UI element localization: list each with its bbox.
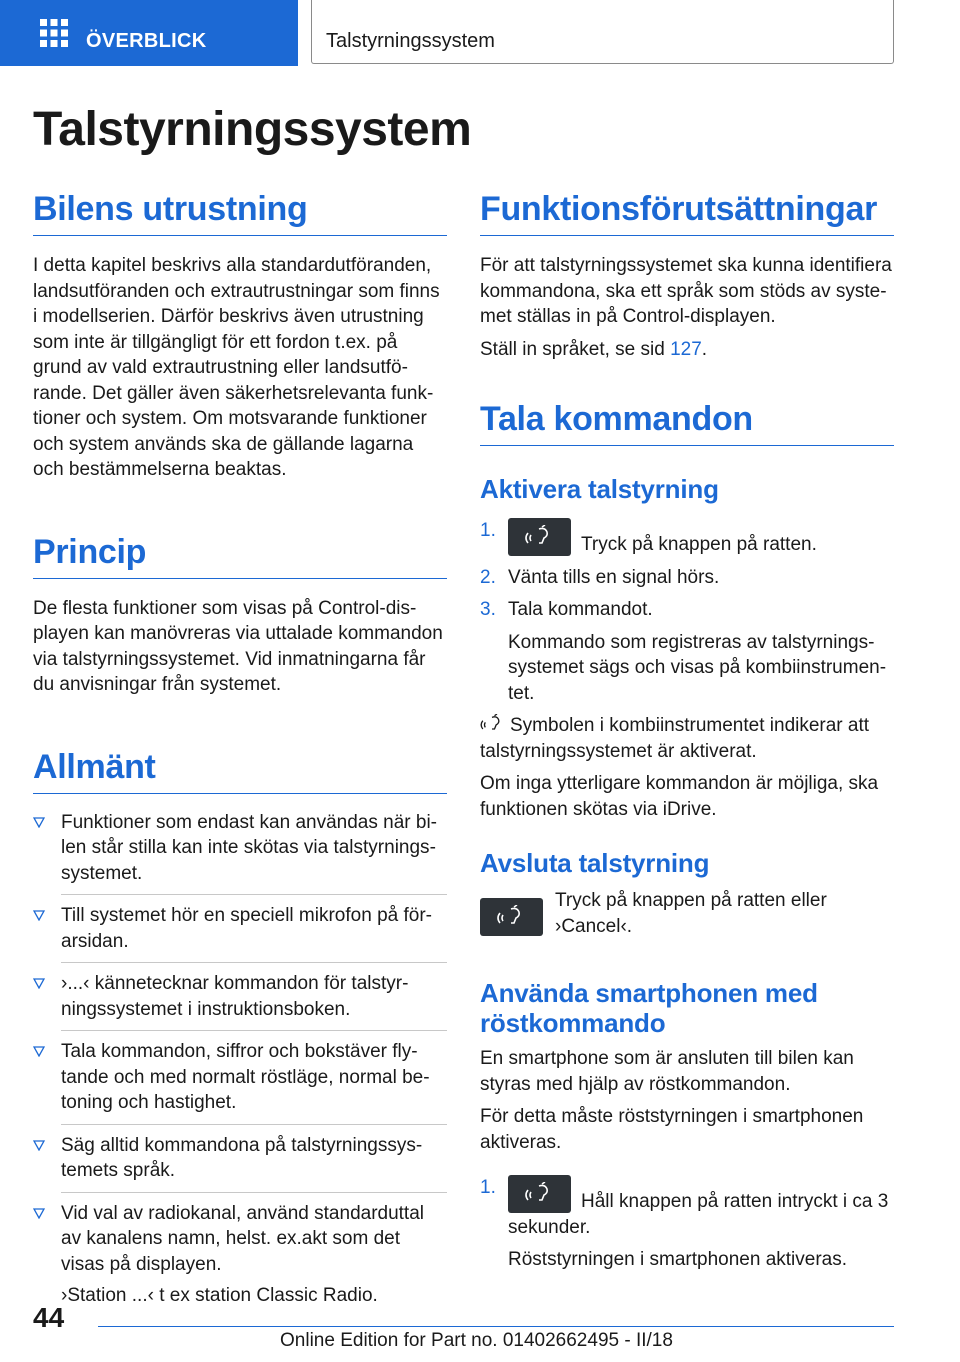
divider (61, 962, 447, 963)
section-title-allmant: Allmänt (33, 748, 447, 794)
list-item (33, 1192, 447, 1309)
current-section-label: Talstyrningssystem (326, 30, 495, 52)
bullet-note: ›Station ...‹ t ex station Classic Radio. (61, 1285, 378, 1306)
step-item (480, 518, 894, 558)
triangle-bullet-icon (33, 817, 45, 828)
step-item (480, 565, 894, 591)
step-number: 1. (480, 1177, 496, 1198)
bullet-text: Säg alltid kommandona på talstyrningssystemets språk. (61, 1134, 423, 1181)
footer-divider (98, 1326, 894, 1327)
page-link[interactable]: 127 (670, 338, 702, 360)
step-number: 1. (480, 520, 496, 541)
language-reference (480, 337, 894, 363)
step-number: 2. (480, 566, 496, 588)
right-column (480, 190, 894, 1280)
voice-command-icon (525, 1182, 553, 1206)
symbol-text: Symbolen i kombiinstrumentet indikerar att talstyrningssystemet är aktiverat. (480, 715, 870, 762)
list-item (33, 894, 447, 954)
overview-tab-label: ÖVERBLICK (86, 30, 207, 52)
reference-text: Ställ in språket, se sid (480, 338, 671, 360)
voice-button-image (508, 1175, 571, 1213)
list-item (33, 1030, 447, 1116)
section-text-bilens-utrustning: I detta kapitel beskrivs alla standardutföranden, landsutföranden och extrautrustningar som finns i modellserien. Därför beskrivs även utrustning som inte är tillgängligt för ett fordon t.ex. på grund av vald extrautrustning eller landsutförande. Det gäller även säkerhetsrelevanta funktioner och system. Om motsvarande funktioner och system används ska de gällande lagarna och bestämmelserna beaktas. (33, 255, 440, 480)
grid-icon (40, 19, 68, 47)
voice-button-image (508, 518, 571, 556)
voice-symbol-icon (480, 714, 504, 734)
list-item (33, 962, 447, 1022)
general-bullet-list (33, 810, 447, 1309)
reference-suffix: . (701, 338, 708, 360)
voice-button-image (480, 898, 543, 936)
step-text: Håll knappen på ratten intryckt i ca 3 sekunder. (508, 1191, 889, 1238)
subsection-title-smartphone: Använda smartphonen med röstkommando (480, 978, 818, 1038)
bullet-text: Till systemet hör en speciell mikrofon på förarsidan. (61, 905, 432, 952)
section-text-funktionsforutsattningar: För att talstyrningssystemet ska kunna identifiera kommandona, ska ett språk som stöds av systemet ställas in på Control-displayen. (480, 255, 892, 327)
step-text: Tala kommandot. (508, 599, 653, 620)
section-title-bilens-utrustning: Bilens utrustning (33, 190, 447, 236)
section-title-tala-kommandon: Tala kommandon (480, 400, 894, 446)
bullet-text: Tala kommandon, siffror och bokstäver flytande och med normalt röstläge, normal betoning och hastighet. (61, 1041, 430, 1113)
idrive-paragraph: Om inga ytterligare kommandon är möjliga, ska funktionen skötas via iDrive. (480, 773, 879, 820)
bullet-text: ›...‹ kännetecknar kommandon för talstyrningssystemet i instruktionsboken. (61, 973, 409, 1020)
smartphone-steps (480, 1175, 894, 1273)
overview-tab[interactable] (0, 0, 298, 66)
section-title-princip: Princip (33, 533, 447, 579)
divider (61, 1192, 447, 1193)
cancel-text: Tryck på knappen på ratten eller ›Cancel‹. (555, 890, 827, 937)
step-item (480, 1175, 894, 1273)
triangle-bullet-icon (33, 1140, 45, 1151)
subsection-title-aktivera: Aktivera talstyrning (480, 474, 719, 504)
voice-command-icon (497, 905, 525, 929)
cancel-block (480, 888, 894, 948)
step-text: Tryck på knappen på ratten. (581, 534, 817, 555)
bullet-text: Vid val av radiokanal, använd standarduttal av kanalens namn, helst. ex.akt som det visas på displayen. (61, 1202, 425, 1275)
triangle-bullet-icon (33, 910, 45, 921)
subsection-title-avsluta: Avsluta talstyrning (480, 848, 710, 878)
symbol-paragraph (480, 713, 894, 764)
section-title-funktionsforutsattningar: Funktionsförutsättningar (480, 190, 894, 236)
divider (61, 1124, 447, 1125)
bullet-text: Funktioner som endast kan användas när bilen står stilla kan inte skötas via talstyrningssystemet. (61, 811, 437, 884)
current-section-tab[interactable] (311, 0, 894, 64)
list-item (33, 810, 447, 887)
step-number: 3. (480, 599, 496, 620)
step-item (480, 597, 894, 706)
footer-edition: Online Edition for Part no. 01402662495 - II/18 (280, 1330, 673, 1351)
section-text-princip: De flesta funktioner som visas på Control-displayen kan manövreras via uttalade kommandon via talstyrningssystemet. Vid inmatningarna får du anvisningar från systemet. (33, 597, 443, 695)
page-title: Talstyrningssystem (33, 103, 472, 156)
voice-command-icon (525, 525, 553, 549)
triangle-bullet-icon (33, 1046, 45, 1057)
divider (61, 894, 447, 895)
top-navigation (0, 0, 960, 66)
step-text: Vänta tills en signal hörs. (508, 566, 720, 588)
divider (61, 1030, 447, 1031)
list-item (33, 1124, 447, 1184)
page-number: 44 (33, 1302, 65, 1333)
smartphone-text-1: En smartphone som är ansluten till bilen kan styras med hjälp av röstkommandon. (480, 1048, 854, 1095)
step-note: Kommando som registreras av talstyrningssystemet sägs och visas på kombiinstrumentet. (508, 631, 887, 704)
smartphone-text-2: För detta måste röststyrningen i smartphonen aktiveras. (480, 1106, 864, 1153)
left-column (33, 190, 447, 1317)
triangle-bullet-icon (33, 1208, 45, 1219)
activate-steps (480, 518, 894, 706)
triangle-bullet-icon (33, 978, 45, 989)
step-note: Röststyrningen i smartphonen aktiveras. (508, 1249, 847, 1270)
